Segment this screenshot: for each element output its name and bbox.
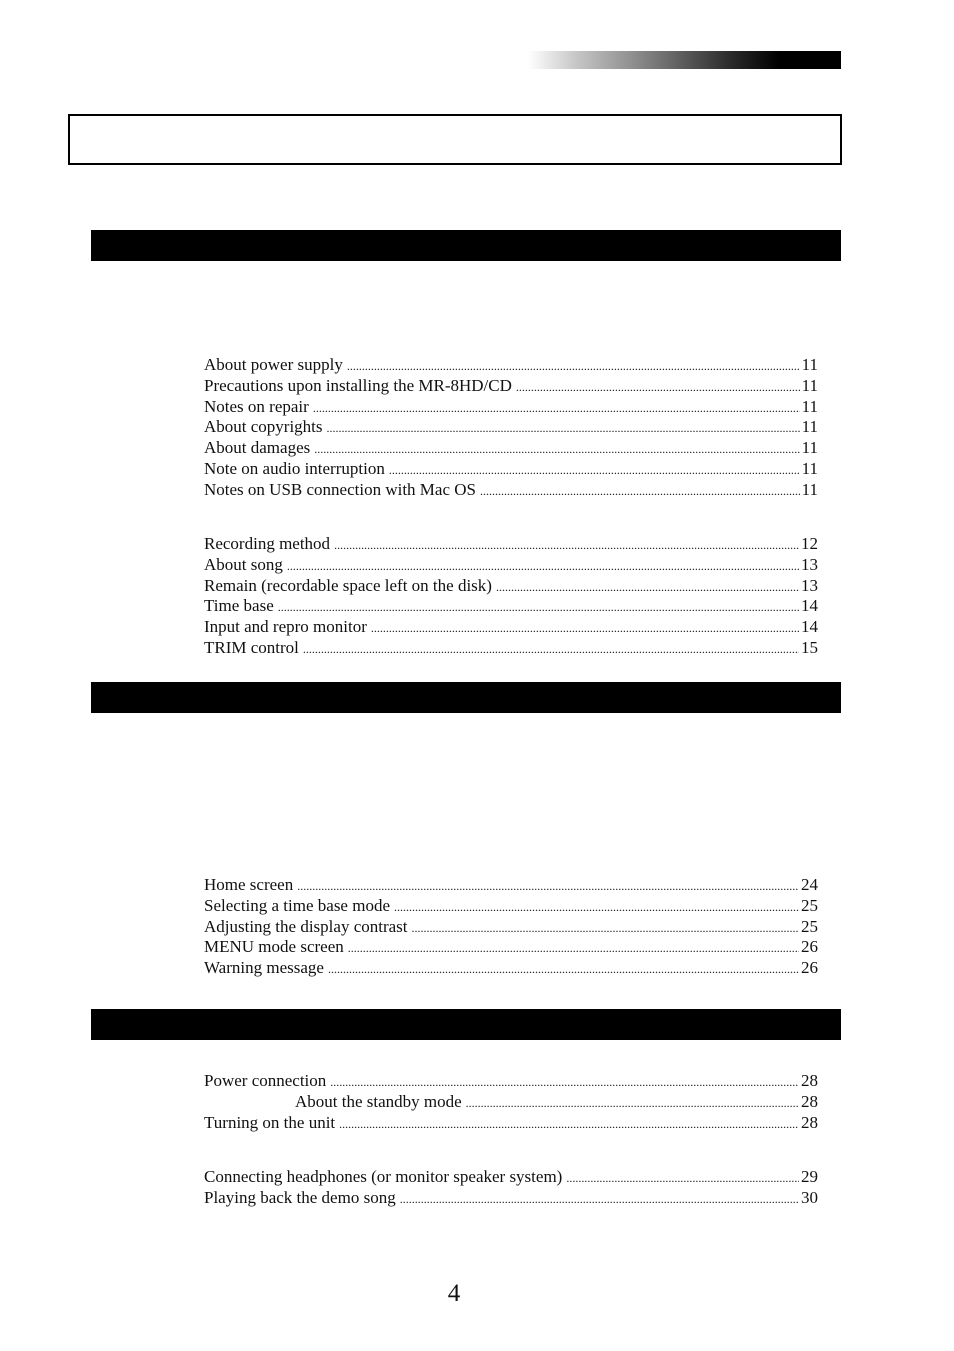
toc-entry[interactable]: [204, 937, 818, 958]
toc-entry-page: 11: [801, 417, 818, 437]
leader-dots: [297, 880, 799, 892]
toc-entry-page: 25: [801, 895, 818, 915]
toc-entry-label: Warning message: [204, 958, 324, 978]
toc-entry-page: 30: [801, 1187, 818, 1207]
toc-entry[interactable]: [204, 1113, 818, 1134]
toc-entry[interactable]: [204, 596, 818, 617]
leader-dots: [348, 942, 799, 954]
toc-entry-page: 14: [801, 617, 818, 637]
leader-dots: [566, 1172, 799, 1184]
toc-entry-page: 11: [801, 355, 818, 374]
toc-entry-label: Note on audio interruption: [204, 458, 385, 478]
toc-entry-page: 25: [801, 916, 818, 936]
leader-dots: [287, 560, 799, 572]
title-box: [68, 114, 842, 165]
toc-entry-page: 26: [801, 958, 818, 978]
leader-dots: [496, 581, 799, 593]
toc-entry-label: Connecting headphones (or monitor speaker system): [204, 1167, 563, 1186]
toc-entry[interactable]: [204, 376, 818, 397]
toc-entry-label: Home screen: [204, 875, 294, 894]
leader-dots: [466, 1097, 799, 1109]
toc-entry[interactable]: [204, 1071, 818, 1092]
toc-group-screens-a: [204, 875, 818, 979]
leader-dots: [339, 1118, 799, 1130]
toc-entry[interactable]: [204, 397, 818, 418]
toc-entry[interactable]: [204, 875, 818, 896]
toc-group-general-a: [204, 355, 818, 501]
toc-group-getting-started-a: [204, 1071, 818, 1133]
toc-entry[interactable]: [204, 576, 818, 597]
toc-entry[interactable]: [204, 1167, 818, 1188]
toc-entry-label: Playing back the demo song: [204, 1187, 396, 1207]
toc-entry-page: 13: [801, 575, 818, 595]
toc-entry-label: Selecting a time base mode: [204, 895, 390, 915]
leader-dots: [516, 381, 800, 393]
toc-entry-label: About damages: [204, 438, 311, 458]
leader-dots: [394, 901, 799, 913]
section-bar-1: [91, 230, 841, 261]
page-number: 4: [447, 1280, 461, 1307]
toc-entry-page: 12: [801, 534, 818, 553]
toc-entry-page: 15: [801, 637, 818, 657]
toc-entry-label: Power connection: [204, 1071, 327, 1090]
toc-entry-label: Turning on the unit: [204, 1112, 336, 1132]
toc-entry[interactable]: [204, 617, 818, 638]
toc-entry-label: Adjusting the display contrast: [204, 916, 408, 936]
section-bar-3: [91, 1009, 841, 1040]
toc-entry[interactable]: [204, 459, 818, 480]
toc-entry-page: 24: [801, 875, 818, 894]
leader-dots: [347, 360, 800, 372]
header-gradient-bar: [528, 51, 841, 69]
toc-entry-label: MENU mode screen: [204, 937, 344, 957]
toc-entry-page: 28: [801, 1071, 818, 1090]
leader-dots: [328, 963, 799, 975]
toc-entry-label: About power supply: [204, 355, 343, 374]
toc-entry[interactable]: [204, 534, 818, 555]
leader-dots: [278, 601, 799, 613]
toc-entry-label: Notes on repair: [204, 396, 309, 416]
toc-entry[interactable]: [204, 417, 818, 438]
toc-entry-page: 11: [801, 458, 818, 478]
toc-entry-label: TRIM control: [204, 637, 299, 657]
toc-entry-page: 29: [801, 1167, 818, 1186]
toc-entry[interactable]: [204, 896, 818, 917]
leader-dots: [313, 402, 800, 414]
toc-entry[interactable]: [204, 1188, 818, 1209]
toc-group-getting-started-b: [204, 1167, 818, 1209]
toc-entry[interactable]: [204, 355, 818, 376]
leader-dots: [334, 539, 799, 551]
toc-entry[interactable]: [204, 958, 818, 979]
toc-entry-label: Recording method: [204, 534, 331, 553]
leader-dots: [400, 1193, 799, 1205]
toc-entry-page: 11: [801, 479, 818, 499]
toc-entry-page: 11: [801, 438, 818, 458]
leader-dots: [303, 643, 799, 655]
toc-entry-label: Time base: [204, 596, 274, 616]
toc-entry-page: 26: [801, 937, 818, 957]
toc-group-general-b: [204, 534, 818, 659]
toc-entry-page: 28: [801, 1091, 818, 1111]
leader-dots: [480, 485, 800, 497]
toc-entry-label: Input and repro monitor: [204, 617, 367, 637]
toc-entry-page: 11: [801, 375, 818, 395]
toc-entry-page: 11: [801, 396, 818, 416]
toc-entry-page: 13: [801, 554, 818, 574]
leader-dots: [412, 922, 799, 934]
leader-dots: [327, 422, 800, 434]
toc-entry-label: About copyrights: [204, 417, 323, 437]
toc-entry[interactable]: [204, 438, 818, 459]
toc-entry-label: About the standby mode: [295, 1091, 462, 1111]
toc-entry-label: About song: [204, 554, 283, 574]
toc-entry[interactable]: [204, 917, 818, 938]
toc-entry-label: Remain (recordable space left on the disk): [204, 575, 492, 595]
section-bar-2: [91, 682, 841, 713]
toc-entry[interactable]: [204, 638, 818, 659]
toc-subentry[interactable]: [204, 1092, 818, 1113]
toc-entry[interactable]: [204, 555, 818, 576]
toc-entry-label: Precautions upon installing the MR-8HD/CD: [204, 375, 512, 395]
toc-entry-page: 28: [801, 1112, 818, 1132]
leader-dots: [330, 1076, 799, 1088]
leader-dots: [371, 622, 799, 634]
toc-entry[interactable]: [204, 480, 818, 501]
toc-entry-page: 14: [801, 596, 818, 616]
leader-dots: [389, 464, 800, 476]
toc-entry-label: Notes on USB connection with Mac OS: [204, 479, 476, 499]
leader-dots: [314, 443, 799, 455]
